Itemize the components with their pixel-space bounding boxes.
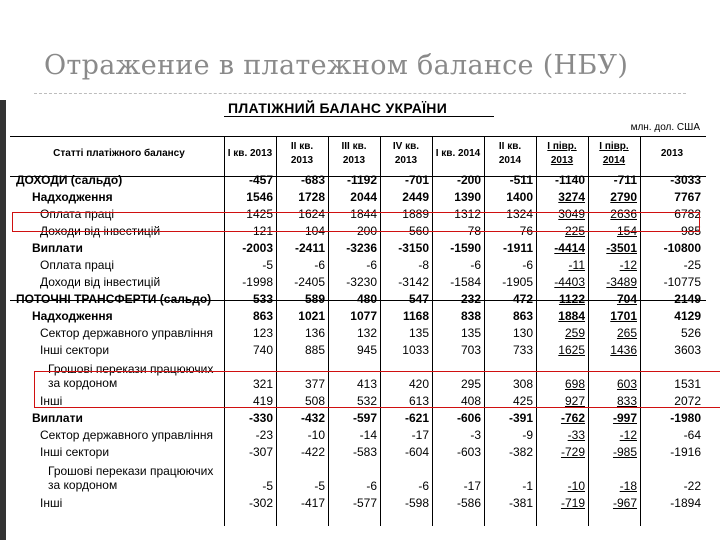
value-cell: -382 (508, 445, 533, 459)
value-cell: -5 (262, 479, 273, 493)
value-cell: -22 (683, 479, 701, 493)
value-cell: -6 (366, 479, 377, 493)
value-cell: 130 (512, 326, 533, 340)
value-cell: 1844 (350, 207, 377, 221)
value-cell: -1894 (670, 496, 701, 510)
row-label: Інші (40, 496, 63, 510)
value-cell: -985 (612, 445, 637, 459)
value-cell: 1728 (298, 190, 325, 204)
value-cell: 413 (356, 377, 377, 391)
table-row (14, 325, 704, 342)
table-row (14, 427, 704, 444)
column-header: III кв. 2013 (341, 141, 367, 166)
row-label: ПОТОЧНІ ТРАНСФЕРТИ (сальдо) (16, 292, 212, 306)
value-cell: 123 (252, 326, 273, 340)
value-cell: 1546 (246, 190, 273, 204)
header-label: Статті платіжного балансу (53, 148, 185, 159)
value-cell: -4414 (554, 241, 585, 255)
value-cell: -33 (567, 428, 585, 442)
value-cell: 547 (408, 292, 429, 306)
value-cell: 1701 (610, 309, 637, 323)
value-cell: -583 (352, 445, 377, 459)
value-cell: 259 (564, 326, 585, 340)
value-cell: -12 (619, 428, 637, 442)
value-cell: 1033 (402, 343, 429, 357)
sheet-title: ПЛАТІЖНИЙ БАЛАНС УКРАЇНИ (228, 100, 448, 116)
value-cell: 135 (460, 326, 481, 340)
row-label: ДОХОДИ (сальдо) (16, 173, 123, 187)
value-cell: -6 (314, 258, 325, 272)
value-cell: -391 (508, 411, 533, 425)
value-cell: 200 (356, 224, 377, 238)
value-cell: -14 (359, 428, 377, 442)
value-cell: 526 (680, 326, 701, 340)
value-cell: 225 (564, 224, 585, 238)
left-edge-bar (0, 100, 6, 540)
value-cell: -1140 (554, 173, 585, 187)
column-header: I півр. 2013 (547, 141, 577, 166)
value-cell: 419 (252, 394, 273, 408)
value-cell: 945 (356, 343, 377, 357)
value-cell: 472 (512, 292, 533, 306)
value-cell: -4403 (554, 275, 585, 289)
value-cell: 321 (252, 377, 273, 391)
value-cell: 4129 (674, 309, 701, 323)
value-cell: 740 (252, 343, 273, 357)
value-cell: 1021 (298, 309, 325, 323)
title-underline (224, 116, 494, 117)
value-cell: 1168 (402, 309, 429, 323)
row-label: Виплати (32, 411, 83, 425)
value-cell: -64 (683, 428, 701, 442)
value-cell: 420 (408, 377, 429, 391)
value-cell: -3489 (606, 275, 637, 289)
value-cell: 833 (616, 394, 637, 408)
column-header: II кв. 2014 (498, 141, 522, 166)
table-row (14, 291, 704, 308)
value-cell: 7767 (674, 190, 701, 204)
value-cell: 1624 (298, 207, 325, 221)
value-cell: -5 (262, 258, 273, 272)
table-row (14, 342, 704, 359)
row-label: Сектор державного управління (40, 428, 213, 442)
value-cell: -3033 (670, 173, 701, 187)
value-cell: -6 (470, 258, 481, 272)
value-cell: 560 (408, 224, 429, 238)
value-cell: -3501 (606, 241, 637, 255)
table-row (14, 495, 704, 512)
value-cell: 1390 (454, 190, 481, 204)
value-cell: 2449 (402, 190, 429, 204)
value-cell: -6 (418, 479, 429, 493)
value-cell: 1425 (246, 207, 273, 221)
row-label: Інші сектори (40, 343, 110, 357)
value-cell: 3049 (558, 207, 585, 221)
value-cell: -1 (522, 479, 533, 493)
value-cell: -10800 (663, 241, 701, 255)
value-cell: 1312 (454, 207, 481, 221)
value-cell: -17 (463, 479, 481, 493)
value-cell: -457 (248, 173, 273, 187)
value-cell: 1625 (558, 343, 585, 357)
value-cell: 104 (304, 224, 325, 238)
value-cell: -2003 (242, 241, 273, 255)
value-cell: 1324 (506, 207, 533, 221)
value-cell: 121 (252, 224, 273, 238)
value-cell: -1590 (450, 241, 481, 255)
value-cell: 265 (616, 326, 637, 340)
value-cell: -606 (456, 411, 481, 425)
value-cell: -200 (456, 173, 481, 187)
value-cell: -729 (560, 445, 585, 459)
value-cell: 377 (304, 377, 325, 391)
value-cell: 6782 (674, 207, 701, 221)
row-label: Надходження (32, 190, 113, 204)
value-cell: -603 (456, 445, 481, 459)
unit-label: млн. дол. США (630, 122, 700, 133)
value-cell: 1122 (558, 292, 585, 306)
value-cell: 78 (467, 224, 481, 238)
value-cell: 533 (252, 292, 273, 306)
value-cell: -762 (560, 411, 585, 425)
value-cell: 1400 (506, 190, 533, 204)
title-divider (34, 93, 686, 94)
row-label: Оплата праці (40, 207, 114, 221)
value-cell: 1077 (350, 309, 377, 323)
value-cell: -511 (509, 173, 533, 187)
value-cell: 136 (304, 326, 325, 340)
value-cell: 132 (356, 326, 377, 340)
table-row (14, 461, 704, 495)
value-cell: 985 (680, 224, 701, 238)
value-cell: -604 (404, 445, 429, 459)
value-cell: -12 (619, 258, 637, 272)
value-cell: 2790 (610, 190, 637, 204)
column-header: I півр. 2014 (599, 141, 629, 166)
value-cell: -5 (314, 479, 325, 493)
highlight-box-wages (12, 212, 700, 232)
value-cell: -1192 (346, 173, 377, 187)
value-cell: -1584 (450, 275, 481, 289)
value-cell: 295 (460, 377, 481, 391)
value-cell: 154 (616, 224, 637, 238)
value-cell: -1980 (670, 411, 701, 425)
value-cell: -621 (404, 411, 429, 425)
row-label: Доходи від інвестицій (40, 224, 161, 238)
value-cell: -577 (352, 496, 377, 510)
value-cell: -302 (248, 496, 273, 510)
value-cell: 885 (304, 343, 325, 357)
value-cell: -3 (470, 428, 481, 442)
value-cell: -597 (352, 411, 377, 425)
row-label: Сектор державного управління (40, 326, 213, 340)
value-cell: -17 (411, 428, 429, 442)
balance-table (14, 136, 704, 512)
row-label: Інші сектори (40, 445, 110, 459)
value-cell: 2044 (350, 190, 377, 204)
value-cell: 1889 (402, 207, 429, 221)
value-cell: -25 (683, 258, 701, 272)
value-cell: 698 (564, 377, 585, 391)
value-cell: -1916 (670, 445, 701, 459)
value-cell: 3274 (558, 190, 585, 204)
value-cell: -6 (366, 258, 377, 272)
column-header: II кв. 2013 (290, 141, 314, 166)
value-cell: -2405 (294, 275, 325, 289)
value-cell: -1905 (502, 275, 533, 289)
value-cell: 425 (512, 394, 533, 408)
table-row (14, 240, 704, 257)
value-cell: 480 (356, 292, 377, 306)
table-row (14, 308, 704, 325)
column-header: 2013 (660, 148, 684, 159)
table-row (14, 257, 704, 274)
value-cell: 3603 (674, 343, 701, 357)
value-cell: -586 (456, 496, 481, 510)
value-cell: -3142 (398, 275, 429, 289)
value-cell: -10 (567, 479, 585, 493)
value-cell: 232 (460, 292, 481, 306)
value-cell: -1998 (242, 275, 273, 289)
value-cell: 408 (460, 394, 481, 408)
value-cell: 532 (356, 394, 377, 408)
value-cell: 589 (304, 292, 325, 306)
value-cell: -23 (255, 428, 273, 442)
column-header: I кв. 2014 (435, 148, 481, 159)
table-row (14, 189, 704, 206)
row-label: Надходження (32, 309, 113, 323)
value-cell: -381 (508, 496, 533, 510)
value-cell: 733 (512, 343, 533, 357)
value-cell: -3230 (346, 275, 377, 289)
value-cell: -18 (619, 479, 637, 493)
column-header: IV кв. 2013 (392, 141, 420, 166)
value-cell: 603 (616, 377, 637, 391)
value-cell: -711 (613, 173, 637, 187)
value-cell: 927 (564, 394, 585, 408)
value-cell: -9 (522, 428, 533, 442)
header-row (14, 136, 704, 172)
value-cell: -997 (612, 411, 637, 425)
row-label: Оплата праці (40, 258, 114, 272)
value-cell: -11 (568, 258, 585, 272)
value-cell: -6 (522, 258, 533, 272)
row-label: Виплати (32, 241, 83, 255)
table-row (14, 172, 704, 189)
value-cell: 2072 (674, 394, 701, 408)
value-cell: 508 (304, 394, 325, 408)
value-cell: 135 (408, 326, 429, 340)
value-cell: -683 (300, 173, 325, 187)
row-label: Грошові перекази працюючих за кордоном (48, 362, 214, 390)
value-cell: 2149 (674, 292, 701, 306)
value-cell: -701 (404, 173, 429, 187)
value-cell: 76 (519, 224, 533, 238)
value-cell: 838 (460, 309, 481, 323)
table-row (14, 410, 704, 427)
value-cell: -3236 (346, 241, 377, 255)
value-cell: -3150 (398, 241, 429, 255)
column-header: I кв. 2013 (227, 148, 273, 159)
balance-sheet (10, 96, 710, 526)
value-cell: 2636 (610, 207, 637, 221)
value-cell: 703 (460, 343, 481, 357)
value-cell: -1911 (502, 241, 533, 255)
value-cell: -10 (307, 428, 325, 442)
value-cell: 704 (616, 292, 637, 306)
value-cell: -719 (560, 496, 585, 510)
value-cell: 1531 (674, 377, 701, 391)
table-row (14, 274, 704, 291)
value-cell: 308 (512, 377, 533, 391)
row-label: Інші (40, 394, 63, 408)
highlight-box-remittances (34, 371, 720, 408)
row-label: Грошові перекази працюючих за кордоном (48, 464, 214, 492)
value-cell: -2411 (294, 241, 325, 255)
slide-title: Отражение в платежном балансе (НБУ) (44, 50, 629, 81)
value-cell: 1884 (558, 309, 585, 323)
value-cell: -598 (404, 496, 429, 510)
value-cell: -307 (248, 445, 273, 459)
value-cell: 863 (512, 309, 533, 323)
value-cell: -422 (300, 445, 325, 459)
value-cell: -330 (248, 411, 273, 425)
table-row (14, 444, 704, 461)
value-cell: 1436 (610, 343, 637, 357)
value-cell: -967 (612, 496, 637, 510)
value-cell: -417 (300, 496, 325, 510)
value-cell: -8 (418, 258, 429, 272)
value-cell: -432 (300, 411, 325, 425)
row-label: Доходи від інвестицій (40, 275, 161, 289)
value-cell: 863 (252, 309, 273, 323)
value-cell: -10775 (663, 275, 701, 289)
value-cell: 613 (408, 394, 429, 408)
